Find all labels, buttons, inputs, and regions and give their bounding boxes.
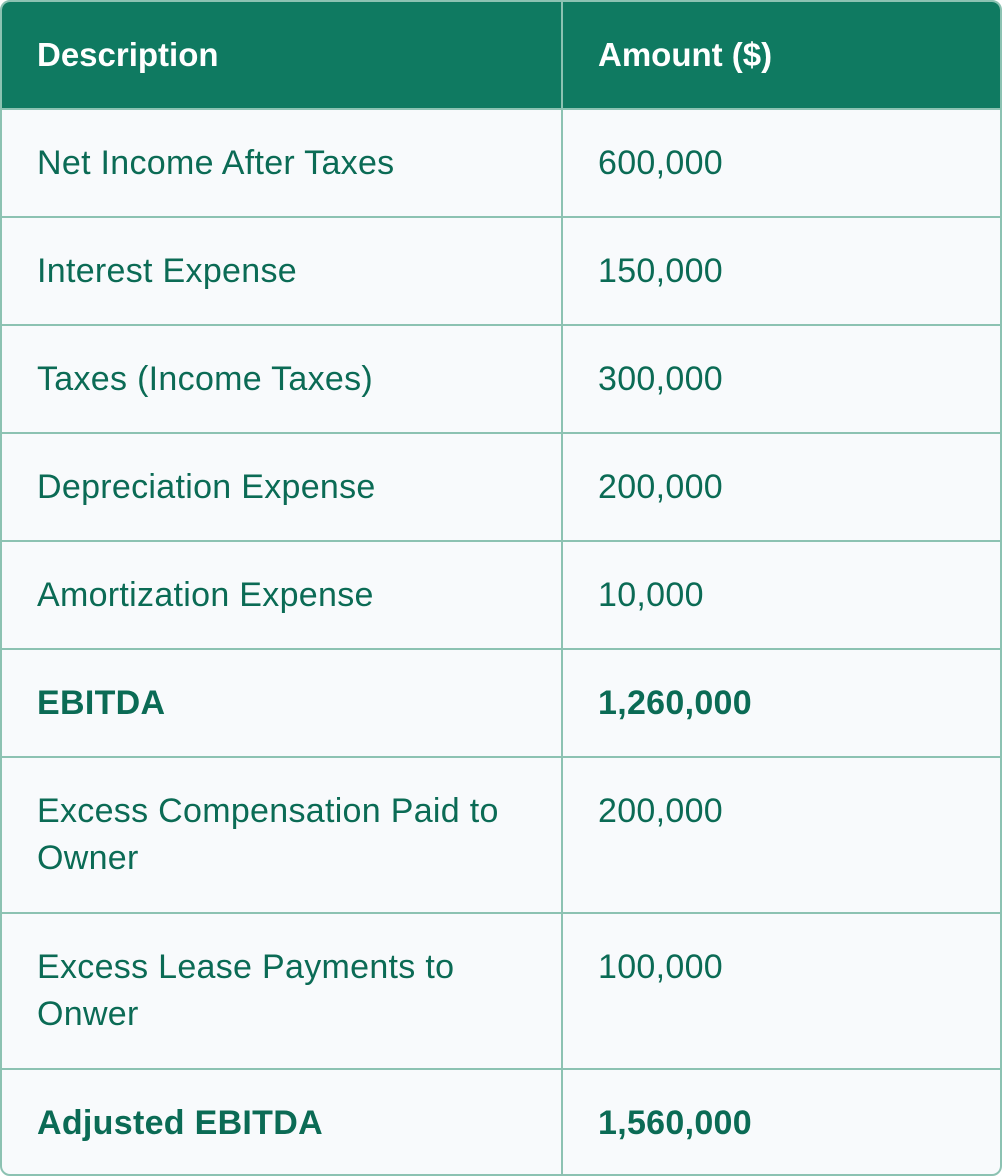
row-description: Excess Lease Payments to Onwer [2, 913, 562, 1069]
row-description: Depreciation Expense [2, 433, 562, 541]
header-row [2, 2, 1000, 109]
table-row-total [2, 1069, 1000, 1176]
row-description: Excess Compensation Paid to Owner [2, 757, 562, 913]
row-amount: 100,000 [562, 913, 1000, 1069]
row-description: Adjusted EBITDA [2, 1069, 562, 1176]
row-amount: 200,000 [562, 757, 1000, 913]
table-body [2, 109, 1000, 1176]
header-amount: Amount ($) [598, 36, 773, 73]
header-description: Description [2, 2, 562, 109]
row-amount: 200,000 [562, 433, 1000, 541]
row-description: Taxes (Income Taxes) [2, 325, 562, 433]
row-description: EBITDA [2, 649, 562, 757]
table-row [2, 913, 1000, 1069]
row-amount: 1,560,000 [562, 1069, 1000, 1176]
table-row-total [2, 649, 1000, 757]
row-description: Interest Expense [2, 217, 562, 325]
table-row [2, 217, 1000, 325]
table-row [2, 325, 1000, 433]
row-amount: 300,000 [562, 325, 1000, 433]
table-row [2, 757, 1000, 913]
row-amount: 1,260,000 [562, 649, 1000, 757]
ebitda-table-grid [2, 2, 1000, 1176]
table-header [2, 2, 1000, 109]
row-description: Amortization Expense [2, 541, 562, 649]
row-amount: 10,000 [562, 541, 1000, 649]
row-description: Net Income After Taxes [2, 109, 562, 217]
table-row [2, 433, 1000, 541]
row-amount: 150,000 [562, 217, 1000, 325]
table-row [2, 541, 1000, 649]
row-amount: 600,000 [562, 109, 1000, 217]
table-row [2, 109, 1000, 217]
